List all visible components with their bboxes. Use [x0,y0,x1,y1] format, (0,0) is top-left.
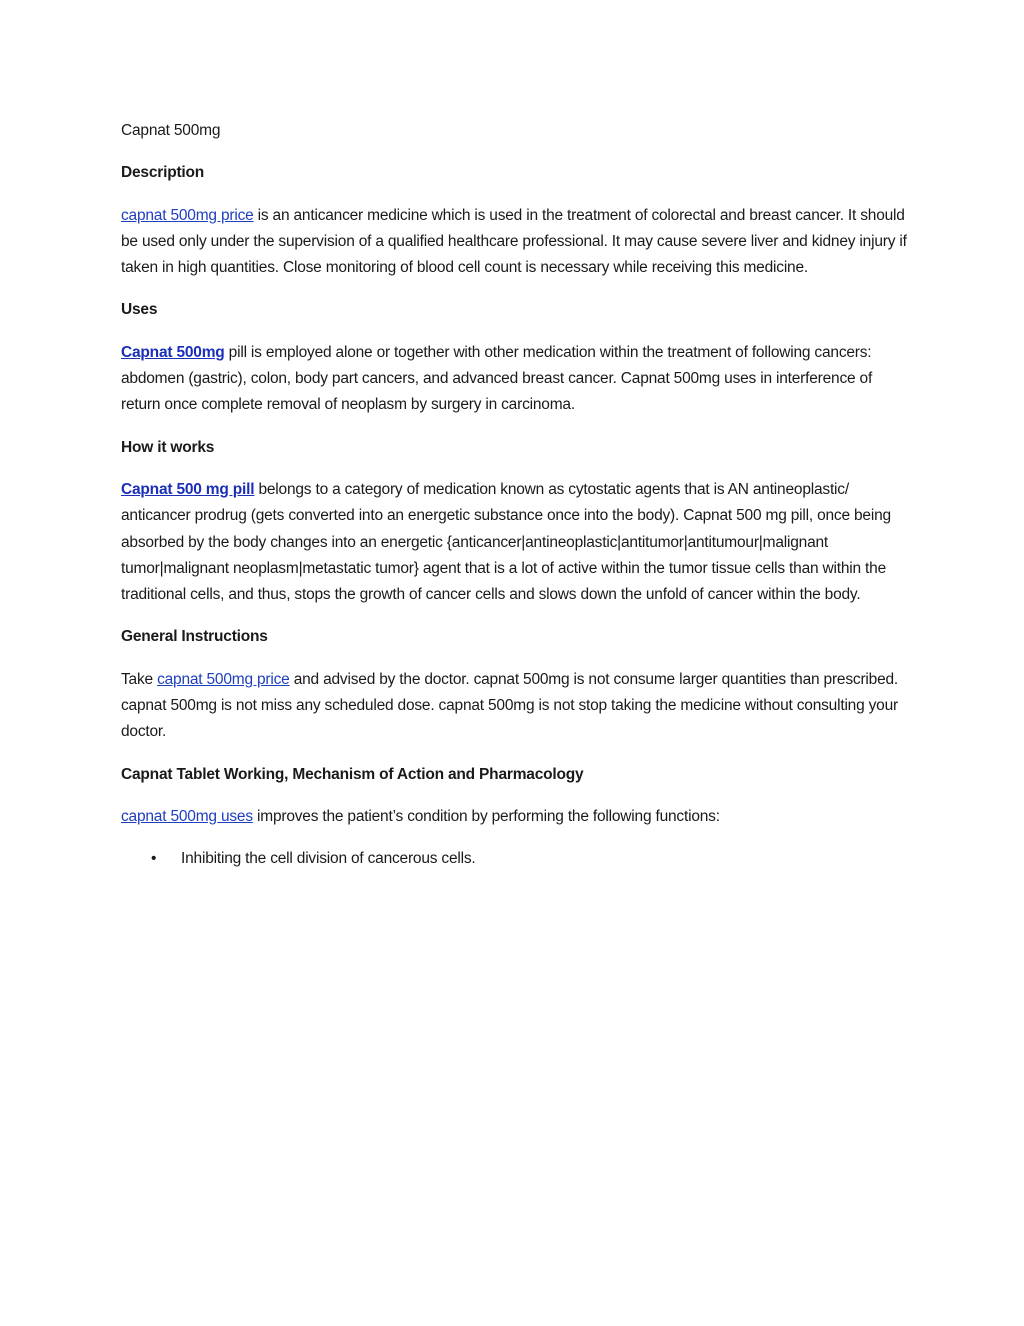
uses-text: pill is employed alone or together with other medication within the treatment of following cancers: abdomen (gastric), colon, body part cancers, and advanced breast cancer. Capnat 500mg uses in interference of return once complete removal of neoplasm by surgery in carcinoma. [121,343,873,414]
general-instructions-text: and advised by the doctor. capnat 500mg is not consume larger quantities than prescribed. capnat 500mg is not miss any scheduled dose. capnat 500mg is not stop taking the medicine without consulting your doctor. [121,670,899,741]
link-capnat-500-mg-pill[interactable]: Capnat 500 mg pill [121,480,255,498]
heading-how-it-works: How it works [121,438,215,456]
link-capnat-500mg[interactable]: Capnat 500mg [121,343,225,361]
list-item-text: Inhibiting the cell division of cancerous cells. [181,850,476,868]
paragraph-general-instructions [121,667,911,746]
description-text: is an anticancer medicine which is used in the treatment of colorectal and breast cancer. It should be used only under the supervision of a qualified healthcare professional. It may cause severe liver and kidney injury if taken in high quantities. Close monitoring of blood cell count is necessary while receiving this medicine. [121,206,907,277]
how-it-works-text: belongs to a category of medication known as cytostatic agents that is AN antineoplastic/ anticancer prodrug (gets converted into an energetic substance once into the body). Capnat 500 mg pill, once being absorbed by the body changes into an energetic {anticancer|antineoplastic|antitumor|antitumour|malignant tumor|malignant neoplasm|metastatic tumor} agent that is a lot of active within the tumor tissue cells than within the traditional cells, and thus, stops the growth of cancer cells and slows down the unfold of cancer within the body. [121,480,891,604]
link-capnat-500mg-uses[interactable]: capnat 500mg uses [121,807,253,825]
link-capnat-500mg-price[interactable]: capnat 500mg price [121,206,254,224]
bullet-icon: • [151,850,157,868]
paragraph-description [121,203,911,282]
document-page [121,118,911,873]
heading-uses: Uses [121,301,158,319]
paragraph-how-it-works [121,477,911,608]
link-capnat-500mg-price-2[interactable]: capnat 500mg price [157,670,290,688]
heading-mechanism: Capnat Tablet Working, Mechanism of Action and Pharmacology [121,765,584,783]
mechanism-text: improves the patient’s condition by performing the following functions: [252,807,720,825]
heading-description: Description [121,164,205,182]
heading-general-instructions: General Instructions [121,628,268,646]
list-item [121,846,911,872]
general-instructions-prefix: Take [121,670,158,688]
document-title: Capnat 500mg [121,122,221,139]
paragraph-uses [121,340,911,419]
paragraph-mechanism [121,804,911,830]
mechanism-bullet-list [121,846,911,872]
